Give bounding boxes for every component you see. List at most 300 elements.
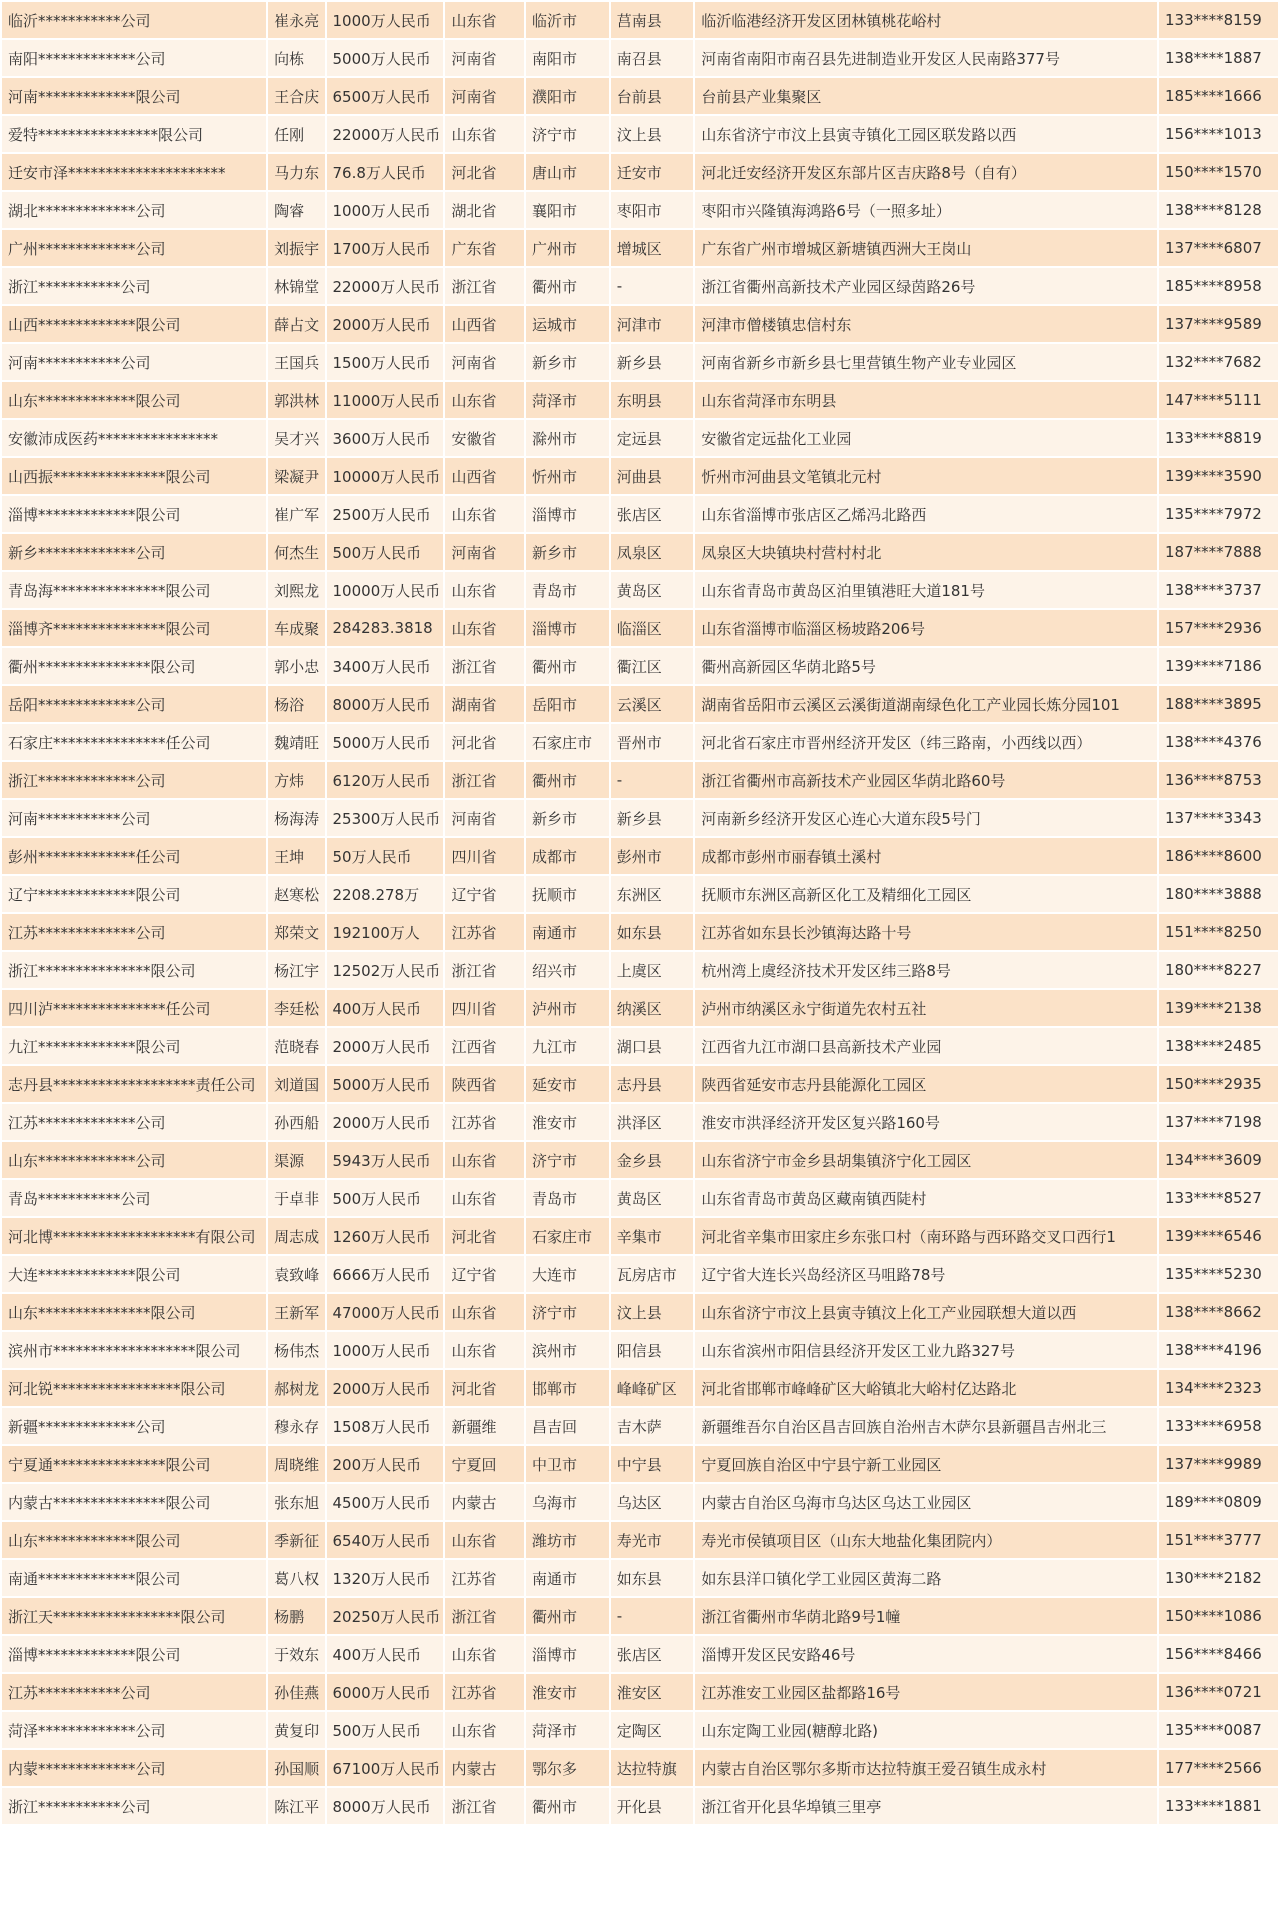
- district-cell: -: [611, 762, 694, 798]
- province-cell: 山西省: [445, 458, 524, 494]
- city-cell: 衢州市: [526, 268, 609, 304]
- address-cell: 淄博开发区民安路46号: [695, 1636, 1157, 1672]
- address-cell: 河南省新乡市新乡县七里营镇生物产业专业园区: [695, 344, 1157, 380]
- company-name-cell: 菏泽*************公司: [2, 1712, 266, 1748]
- province-cell: 四川省: [445, 838, 524, 874]
- company-name-cell: 青岛***********公司: [2, 1180, 266, 1216]
- phone-cell: 134****2323: [1159, 1370, 1278, 1406]
- city-cell: 淄博市: [526, 1636, 609, 1672]
- phone-cell: 185****8958: [1159, 268, 1278, 304]
- province-cell: 山东省: [445, 1712, 524, 1748]
- province-cell: 陕西省: [445, 1066, 524, 1102]
- address-cell: 衢州高新园区华荫北路5号: [695, 648, 1157, 684]
- company-name-cell: 浙江*************公司: [2, 762, 266, 798]
- province-cell: 宁夏回: [445, 1446, 524, 1482]
- district-cell: 湖口县: [611, 1028, 694, 1064]
- province-cell: 山东省: [445, 1180, 524, 1216]
- table-row: [2, 1066, 1278, 1102]
- contact-name-cell: 李廷松: [268, 990, 324, 1026]
- city-cell: 濮阳市: [526, 78, 609, 114]
- phone-cell: 151****8250: [1159, 914, 1278, 950]
- district-cell: 台前县: [611, 78, 694, 114]
- table-row: [2, 344, 1278, 380]
- city-cell: 新乡市: [526, 800, 609, 836]
- city-cell: 绍兴市: [526, 952, 609, 988]
- registered-capital-cell: 6000万人民币: [327, 1674, 444, 1710]
- table-body: [2, 2, 1278, 1824]
- province-cell: 四川省: [445, 990, 524, 1026]
- address-cell: 内蒙古自治区乌海市乌达区乌达工业园区: [695, 1484, 1157, 1520]
- city-cell: 南通市: [526, 914, 609, 950]
- province-cell: 山东省: [445, 1294, 524, 1330]
- registered-capital-cell: 1000万人民币: [327, 2, 444, 38]
- table-row: [2, 800, 1278, 836]
- phone-cell: 150****1086: [1159, 1598, 1278, 1634]
- phone-cell: 138****3737: [1159, 572, 1278, 608]
- address-cell: 忻州市河曲县文笔镇北元村: [695, 458, 1157, 494]
- address-cell: 江苏淮安工业园区盐都路16号: [695, 1674, 1157, 1710]
- district-cell: 张店区: [611, 496, 694, 532]
- table-row: [2, 154, 1278, 190]
- address-cell: 凤泉区大块镇块村营村村北: [695, 534, 1157, 570]
- province-cell: 江苏省: [445, 914, 524, 950]
- contact-name-cell: 范晓春: [268, 1028, 324, 1064]
- table-row: [2, 1522, 1278, 1558]
- table-row: [2, 838, 1278, 874]
- company-name-cell: 石家庄***************任公司: [2, 724, 266, 760]
- contact-name-cell: 周志成: [268, 1218, 324, 1254]
- city-cell: 衢州市: [526, 1788, 609, 1824]
- address-cell: 河津市僧楼镇忠信村东: [695, 306, 1157, 342]
- registered-capital-cell: 4500万人民币: [327, 1484, 444, 1520]
- district-cell: 金乡县: [611, 1142, 694, 1178]
- province-cell: 山西省: [445, 306, 524, 342]
- province-cell: 安徽省: [445, 420, 524, 456]
- contact-name-cell: 杨浴: [268, 686, 324, 722]
- district-cell: 衢江区: [611, 648, 694, 684]
- address-cell: 寿光市侯镇项目区（山东大地盐化集团院内）: [695, 1522, 1157, 1558]
- company-name-cell: 山西*************限公司: [2, 306, 266, 342]
- city-cell: 九江市: [526, 1028, 609, 1064]
- province-cell: 山东省: [445, 610, 524, 646]
- city-cell: 大连市: [526, 1256, 609, 1292]
- contact-name-cell: 王坤: [268, 838, 324, 874]
- contact-name-cell: 何杰生: [268, 534, 324, 570]
- province-cell: 辽宁省: [445, 1256, 524, 1292]
- company-name-cell: 宁夏通***************限公司: [2, 1446, 266, 1482]
- company-name-cell: 浙江***********公司: [2, 1788, 266, 1824]
- district-cell: 莒南县: [611, 2, 694, 38]
- table-row: [2, 78, 1278, 114]
- district-cell: 定远县: [611, 420, 694, 456]
- phone-cell: 150****2935: [1159, 1066, 1278, 1102]
- registered-capital-cell: 10000万人民币: [327, 458, 444, 494]
- phone-cell: 133****8819: [1159, 420, 1278, 456]
- table-row: [2, 1712, 1278, 1748]
- district-cell: 定陶区: [611, 1712, 694, 1748]
- district-cell: 河津市: [611, 306, 694, 342]
- address-cell: 河北迁安经济开发区东部片区吉庆路8号（自有）: [695, 154, 1157, 190]
- table-row: [2, 1446, 1278, 1482]
- table-row: [2, 1598, 1278, 1634]
- contact-name-cell: 车成聚: [268, 610, 324, 646]
- table-row: [2, 1788, 1278, 1824]
- registered-capital-cell: 1508万人民币: [327, 1408, 444, 1444]
- province-cell: 河南省: [445, 78, 524, 114]
- city-cell: 济宁市: [526, 1142, 609, 1178]
- address-cell: 辽宁省大连长兴岛经济区马咀路78号: [695, 1256, 1157, 1292]
- registered-capital-cell: 8000万人民币: [327, 1788, 444, 1824]
- district-cell: 新乡县: [611, 800, 694, 836]
- city-cell: 抚顺市: [526, 876, 609, 912]
- company-name-cell: 内蒙*************公司: [2, 1750, 266, 1786]
- province-cell: 广东省: [445, 230, 524, 266]
- address-cell: 江西省九江市湖口县高新技术产业园: [695, 1028, 1157, 1064]
- phone-cell: 156****1013: [1159, 116, 1278, 152]
- district-cell: 临淄区: [611, 610, 694, 646]
- registered-capital-cell: 284283.3818: [327, 610, 444, 646]
- contact-name-cell: 于效东: [268, 1636, 324, 1672]
- address-cell: 山东省济宁市汶上县寅寺镇汶上化工产业园联想大道以西: [695, 1294, 1157, 1330]
- phone-cell: 180****3888: [1159, 876, 1278, 912]
- registered-capital-cell: 2000万人民币: [327, 1028, 444, 1064]
- company-name-cell: 淄博*************限公司: [2, 1636, 266, 1672]
- company-name-cell: 山东*************公司: [2, 1142, 266, 1178]
- province-cell: 河北省: [445, 1370, 524, 1406]
- table-row: [2, 1256, 1278, 1292]
- company-name-cell: 河南***********公司: [2, 800, 266, 836]
- city-cell: 菏泽市: [526, 1712, 609, 1748]
- city-cell: 泸州市: [526, 990, 609, 1026]
- company-name-cell: 南通*************限公司: [2, 1560, 266, 1596]
- province-cell: 江苏省: [445, 1674, 524, 1710]
- city-cell: 襄阳市: [526, 192, 609, 228]
- phone-cell: 151****3777: [1159, 1522, 1278, 1558]
- city-cell: 石家庄市: [526, 1218, 609, 1254]
- address-cell: 山东定陶工业园(糖醇北路): [695, 1712, 1157, 1748]
- registered-capital-cell: 400万人民币: [327, 1636, 444, 1672]
- contact-name-cell: 薛占文: [268, 306, 324, 342]
- company-name-cell: 江苏*************公司: [2, 1104, 266, 1140]
- address-cell: 山东省滨州市阳信县经济开发区工业九路327号: [695, 1332, 1157, 1368]
- city-cell: 广州市: [526, 230, 609, 266]
- city-cell: 中卫市: [526, 1446, 609, 1482]
- phone-cell: 138****8128: [1159, 192, 1278, 228]
- table-row: [2, 1218, 1278, 1254]
- phone-cell: 132****7682: [1159, 344, 1278, 380]
- address-cell: 山东省济宁市汶上县寅寺镇化工园区联发路以西: [695, 116, 1157, 152]
- district-cell: 河曲县: [611, 458, 694, 494]
- city-cell: 临沂市: [526, 2, 609, 38]
- district-cell: 汶上县: [611, 1294, 694, 1330]
- contact-name-cell: 杨海涛: [268, 800, 324, 836]
- registered-capital-cell: 6540万人民币: [327, 1522, 444, 1558]
- district-cell: 志丹县: [611, 1066, 694, 1102]
- city-cell: 潍坊市: [526, 1522, 609, 1558]
- table-row: [2, 1560, 1278, 1596]
- table-row: [2, 306, 1278, 342]
- contact-name-cell: 陶睿: [268, 192, 324, 228]
- table-row: [2, 762, 1278, 798]
- contact-name-cell: 王合庆: [268, 78, 324, 114]
- phone-cell: 137****7198: [1159, 1104, 1278, 1140]
- registered-capital-cell: 25300万人民币: [327, 800, 444, 836]
- table-row: [2, 952, 1278, 988]
- address-cell: 山东省淄博市张店区乙烯冯北路西: [695, 496, 1157, 532]
- city-cell: 青岛市: [526, 1180, 609, 1216]
- registered-capital-cell: 1000万人民币: [327, 192, 444, 228]
- contact-name-cell: 王国兵: [268, 344, 324, 380]
- district-cell: 瓦房店市: [611, 1256, 694, 1292]
- city-cell: 滨州市: [526, 1332, 609, 1368]
- table-row: [2, 1484, 1278, 1520]
- contact-name-cell: 林锦堂: [268, 268, 324, 304]
- city-cell: 邯郸市: [526, 1370, 609, 1406]
- table-row: [2, 1294, 1278, 1330]
- contact-name-cell: 王新军: [268, 1294, 324, 1330]
- district-cell: 东明县: [611, 382, 694, 418]
- table-row: [2, 1028, 1278, 1064]
- phone-cell: 150****1570: [1159, 154, 1278, 190]
- address-cell: 山东省济宁市金乡县胡集镇济宁化工园区: [695, 1142, 1157, 1178]
- phone-cell: 135****7972: [1159, 496, 1278, 532]
- phone-cell: 133****1881: [1159, 1788, 1278, 1824]
- address-cell: 山东省菏泽市东明县: [695, 382, 1157, 418]
- address-cell: 安徽省定远盐化工业园: [695, 420, 1157, 456]
- contact-name-cell: 魏靖旺: [268, 724, 324, 760]
- company-name-cell: 岳阳*************公司: [2, 686, 266, 722]
- address-cell: 如东县洋口镇化学工业园区黄海二路: [695, 1560, 1157, 1596]
- registered-capital-cell: 20250万人民币: [327, 1598, 444, 1634]
- company-name-cell: 山东***************限公司: [2, 1294, 266, 1330]
- province-cell: 山东省: [445, 2, 524, 38]
- district-cell: 吉木萨: [611, 1408, 694, 1444]
- phone-cell: 139****3590: [1159, 458, 1278, 494]
- city-cell: 乌海市: [526, 1484, 609, 1520]
- company-name-cell: 河南*************限公司: [2, 78, 266, 114]
- registered-capital-cell: 6666万人民币: [327, 1256, 444, 1292]
- phone-cell: 134****3609: [1159, 1142, 1278, 1178]
- table-row: [2, 1408, 1278, 1444]
- address-cell: 陕西省延安市志丹县能源化工园区: [695, 1066, 1157, 1102]
- registered-capital-cell: 11000万人民币: [327, 382, 444, 418]
- registered-capital-cell: 5943万人民币: [327, 1142, 444, 1178]
- table-row: [2, 1674, 1278, 1710]
- registered-capital-cell: 12502万人民币: [327, 952, 444, 988]
- company-name-cell: 浙江***************限公司: [2, 952, 266, 988]
- phone-cell: 135****0087: [1159, 1712, 1278, 1748]
- district-cell: 阳信县: [611, 1332, 694, 1368]
- address-cell: 湖南省岳阳市云溪区云溪街道湖南绿色化工产业园长炼分园101: [695, 686, 1157, 722]
- table-row: [2, 610, 1278, 646]
- company-name-cell: 山东*************限公司: [2, 382, 266, 418]
- district-cell: 上虞区: [611, 952, 694, 988]
- address-cell: 新疆维吾尔自治区昌吉回族自治州吉木萨尔县新疆昌吉州北三: [695, 1408, 1157, 1444]
- district-cell: 黄岛区: [611, 572, 694, 608]
- registered-capital-cell: 2000万人民币: [327, 1370, 444, 1406]
- company-name-cell: 广州*************公司: [2, 230, 266, 266]
- registered-capital-cell: 2000万人民币: [327, 1104, 444, 1140]
- district-cell: 如东县: [611, 1560, 694, 1596]
- registered-capital-cell: 3600万人民币: [327, 420, 444, 456]
- company-name-cell: 山东*************限公司: [2, 1522, 266, 1558]
- phone-cell: 185****1666: [1159, 78, 1278, 114]
- district-cell: 中宁县: [611, 1446, 694, 1482]
- phone-cell: 136****8753: [1159, 762, 1278, 798]
- registered-capital-cell: 500万人民币: [327, 534, 444, 570]
- contact-name-cell: 杨伟杰: [268, 1332, 324, 1368]
- address-cell: 河南新乡经济开发区心连心大道东段5号门: [695, 800, 1157, 836]
- phone-cell: 135****5230: [1159, 1256, 1278, 1292]
- province-cell: 辽宁省: [445, 876, 524, 912]
- registered-capital-cell: 67100万人民币: [327, 1750, 444, 1786]
- registered-capital-cell: 1260万人民币: [327, 1218, 444, 1254]
- address-cell: 山东省青岛市黄岛区泊里镇港旺大道181号: [695, 572, 1157, 608]
- city-cell: 衢州市: [526, 648, 609, 684]
- contact-name-cell: 孙国顺: [268, 1750, 324, 1786]
- district-cell: 纳溪区: [611, 990, 694, 1026]
- company-name-cell: 临沂***********公司: [2, 2, 266, 38]
- city-cell: 石家庄市: [526, 724, 609, 760]
- table-row: [2, 572, 1278, 608]
- phone-cell: 137****3343: [1159, 800, 1278, 836]
- company-name-cell: 湖北*************公司: [2, 192, 266, 228]
- address-cell: 淮安市洪泽经济开发区复兴路160号: [695, 1104, 1157, 1140]
- province-cell: 河南省: [445, 800, 524, 836]
- table-row: [2, 2, 1278, 38]
- company-name-cell: 江苏***********公司: [2, 1674, 266, 1710]
- province-cell: 山东省: [445, 382, 524, 418]
- company-name-cell: 淄博齐***************限公司: [2, 610, 266, 646]
- company-name-cell: 内蒙古***************限公司: [2, 1484, 266, 1520]
- registered-capital-cell: 2500万人民币: [327, 496, 444, 532]
- district-cell: -: [611, 268, 694, 304]
- table-row: [2, 1636, 1278, 1672]
- province-cell: 浙江省: [445, 1788, 524, 1824]
- city-cell: 南阳市: [526, 40, 609, 76]
- address-cell: 广东省广州市增城区新塘镇西洲大王岗山: [695, 230, 1157, 266]
- table-row: [2, 914, 1278, 950]
- contact-name-cell: 刘振宇: [268, 230, 324, 266]
- district-cell: 乌达区: [611, 1484, 694, 1520]
- phone-cell: 187****7888: [1159, 534, 1278, 570]
- company-name-cell: 淄博*************限公司: [2, 496, 266, 532]
- registered-capital-cell: 3400万人民币: [327, 648, 444, 684]
- address-cell: 成都市彭州市丽春镇土溪村: [695, 838, 1157, 874]
- contact-name-cell: 季新征: [268, 1522, 324, 1558]
- phone-cell: 157****2936: [1159, 610, 1278, 646]
- company-name-cell: 山西振***************限公司: [2, 458, 266, 494]
- table-row: [2, 230, 1278, 266]
- registered-capital-cell: 400万人民币: [327, 990, 444, 1026]
- district-cell: 辛集市: [611, 1218, 694, 1254]
- district-cell: 张店区: [611, 1636, 694, 1672]
- table-row: [2, 990, 1278, 1026]
- registered-capital-cell: 500万人民币: [327, 1180, 444, 1216]
- address-cell: 内蒙古自治区鄂尔多斯市达拉特旗王爱召镇生成永村: [695, 1750, 1157, 1786]
- province-cell: 江苏省: [445, 1560, 524, 1596]
- district-cell: -: [611, 1598, 694, 1634]
- phone-cell: 189****0809: [1159, 1484, 1278, 1520]
- province-cell: 内蒙古: [445, 1750, 524, 1786]
- company-name-cell: 南阳*************公司: [2, 40, 266, 76]
- address-cell: 江苏省如东县长沙镇海达路十号: [695, 914, 1157, 950]
- district-cell: 南召县: [611, 40, 694, 76]
- company-name-cell: 江苏*************公司: [2, 914, 266, 950]
- phone-cell: 177****2566: [1159, 1750, 1278, 1786]
- contact-name-cell: 崔广军: [268, 496, 324, 532]
- province-cell: 山东省: [445, 572, 524, 608]
- company-name-cell: 新疆*************公司: [2, 1408, 266, 1444]
- company-name-cell: 浙江天*****************限公司: [2, 1598, 266, 1634]
- table-row: [2, 1750, 1278, 1786]
- registered-capital-cell: 8000万人民币: [327, 686, 444, 722]
- city-cell: 鄂尔多: [526, 1750, 609, 1786]
- city-cell: 淮安市: [526, 1104, 609, 1140]
- province-cell: 浙江省: [445, 1598, 524, 1634]
- registered-capital-cell: 5000万人民币: [327, 40, 444, 76]
- city-cell: 延安市: [526, 1066, 609, 1102]
- phone-cell: 188****3895: [1159, 686, 1278, 722]
- city-cell: 忻州市: [526, 458, 609, 494]
- contact-name-cell: 黄复印: [268, 1712, 324, 1748]
- phone-cell: 133****8527: [1159, 1180, 1278, 1216]
- phone-cell: 138****4196: [1159, 1332, 1278, 1368]
- city-cell: 昌吉回: [526, 1408, 609, 1444]
- table-row: [2, 458, 1278, 494]
- address-cell: 杭州湾上虞经济技术开发区纬三路8号: [695, 952, 1157, 988]
- table-row: [2, 648, 1278, 684]
- registered-capital-cell: 2208.278万: [327, 876, 444, 912]
- address-cell: 泸州市纳溪区永宁街道先农村五社: [695, 990, 1157, 1026]
- company-name-cell: 衢州***************限公司: [2, 648, 266, 684]
- city-cell: 运城市: [526, 306, 609, 342]
- province-cell: 河北省: [445, 1218, 524, 1254]
- registered-capital-cell: 47000万人民币: [327, 1294, 444, 1330]
- company-name-cell: 河北博*******************有限公司: [2, 1218, 266, 1254]
- table-row: [2, 1180, 1278, 1216]
- district-cell: 东洲区: [611, 876, 694, 912]
- registered-capital-cell: 22000万人民币: [327, 268, 444, 304]
- contact-name-cell: 渠源: [268, 1142, 324, 1178]
- contact-name-cell: 郭小忠: [268, 648, 324, 684]
- company-name-cell: 辽宁*************限公司: [2, 876, 266, 912]
- district-cell: 云溪区: [611, 686, 694, 722]
- province-cell: 山东省: [445, 496, 524, 532]
- company-name-cell: 河南***********公司: [2, 344, 266, 380]
- city-cell: 成都市: [526, 838, 609, 874]
- contact-name-cell: 杨江宇: [268, 952, 324, 988]
- province-cell: 河南省: [445, 534, 524, 570]
- city-cell: 岳阳市: [526, 686, 609, 722]
- contact-name-cell: 赵寒松: [268, 876, 324, 912]
- district-cell: 枣阳市: [611, 192, 694, 228]
- district-cell: 如东县: [611, 914, 694, 950]
- registered-capital-cell: 6500万人民币: [327, 78, 444, 114]
- phone-cell: 137****9989: [1159, 1446, 1278, 1482]
- city-cell: 淄博市: [526, 610, 609, 646]
- table-row: [2, 876, 1278, 912]
- registered-capital-cell: 1000万人民币: [327, 1332, 444, 1368]
- district-cell: 凤泉区: [611, 534, 694, 570]
- province-cell: 山东省: [445, 1522, 524, 1558]
- phone-cell: 137****6807: [1159, 230, 1278, 266]
- table-row: [2, 420, 1278, 456]
- table-row: [2, 40, 1278, 76]
- contact-name-cell: 张东旭: [268, 1484, 324, 1520]
- province-cell: 山东省: [445, 116, 524, 152]
- contact-name-cell: 郝树龙: [268, 1370, 324, 1406]
